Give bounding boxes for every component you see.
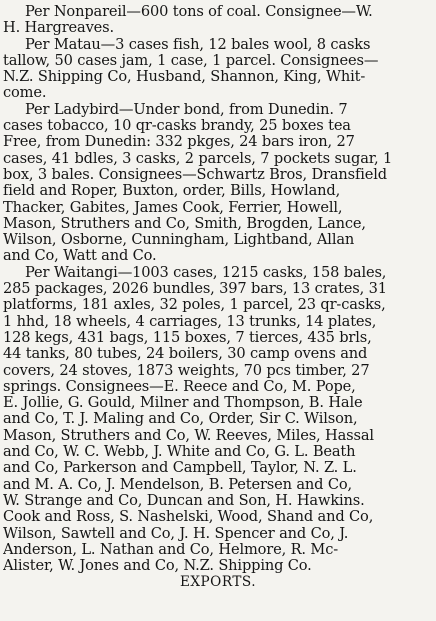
column-line-18: 285 packages, 2026 bundles, 397 bars, 13 crates, 31 xyxy=(3,281,387,298)
column-line-32: Cook and Ross, S. Nashelski, Wood, Shand and Co, xyxy=(3,509,374,526)
column-line-17: Per Waitangi—1003 cases, 1215 casks, 158 bales, xyxy=(25,264,387,281)
column-line-31: W. Strange and Co, Duncan and Son, H. Hawkins. xyxy=(3,492,365,509)
column-line-13: Thacker, Gabites, James Cook, Ferrier, Howell, xyxy=(3,199,343,216)
column-line-16: and Co, Watt and Co. xyxy=(3,248,157,265)
column-line-9: Free, from Dunedin: 332 pkges, 24 bars iron, 27 xyxy=(3,134,355,151)
column-line-30: and M. A. Co, J. Mendelson, B. Petersen and Co, xyxy=(3,476,352,493)
column-line-28: and Co, W. C. Webb, J. White and Co, G. L. Beath xyxy=(3,444,356,461)
column-line-5: N.Z. Shipping Co, Husband, Shannon, King, Whit- xyxy=(3,69,366,86)
exports-heading: EXPORTS. xyxy=(179,574,257,591)
column-line-7: Per Ladybird—Under bond, from Dunedin. 7 xyxy=(25,101,348,118)
column-line-21: 128 kegs, 431 bags, 115 boxes, 7 tierces, 435 brls, xyxy=(3,329,372,346)
column-line-34: Anderson, L. Nathan and Co, Helmore, R. Mc- xyxy=(3,541,339,558)
column-line-26: and Co, T. J. Maling and Co, Order, Sir C. Wilson, xyxy=(3,411,358,428)
column-line-29: and Co, Parkerson and Campbell, Taylor, N. Z. L. xyxy=(3,460,357,477)
column-line-23: covers, 24 stoves, 1873 weights, 70 pcs timber, 27 xyxy=(3,362,370,379)
column-line-12: field and Roper, Buxton, order, Bills, Howland, xyxy=(3,183,341,200)
column-line-33: Wilson, Sawtell and Co, J. H. Spencer and Co, J. xyxy=(3,525,349,542)
column-line-4: tallow, 50 cases jam, 1 case, 1 parcel. Consignees— xyxy=(3,52,379,69)
column-line-8: cases tobacco, 10 qr-casks brandy, 25 boxes tea xyxy=(3,118,351,135)
column-line-19: platforms, 181 axles, 32 poles, 1 parcel, 23 qr-casks, xyxy=(3,297,386,314)
column-line-10: cases, 41 bdles, 3 casks, 2 parcels, 7 pockets sugar, 1 xyxy=(3,150,393,167)
column-line-22: 44 tanks, 80 tubes, 24 boilers, 30 camp ovens and xyxy=(3,346,368,363)
column-line-24: springs. Consignees—E. Reece and Co, M. Pope, xyxy=(3,378,356,395)
column-line-20: 1 hhd, 18 wheels, 4 carriages, 13 trunks, 14 plates, xyxy=(3,313,377,330)
column-line-3: Per Matau—3 cases fish, 12 bales wool, 8 casks xyxy=(25,36,371,53)
column-line-11: box, 3 bales. Consignees—Schwartz Bros, Dransfield xyxy=(3,166,387,183)
column-line-15: Wilson, Osborne, Cunningham, Lightband, Allan xyxy=(3,232,355,249)
column-line-27: Mason, Struthers and Co, W. Reeves, Miles, Hassal xyxy=(3,427,374,444)
column-line-25: E. Jollie, G. Gould, Milner and Thompson, B. Hale xyxy=(3,395,363,412)
column-line-2: H. Hargreaves. xyxy=(3,20,114,37)
column-line-6: come. xyxy=(3,85,47,102)
column-line-1: Per Nonpareil—600 tons of coal. Consignee—W. xyxy=(25,4,373,20)
column-line-14: Mason, Struthers and Co, Smith, Brogden, Lance, xyxy=(3,215,366,232)
column-line-35: Alister, W. Jones and Co, N.Z. Shipping Co. xyxy=(3,558,312,575)
